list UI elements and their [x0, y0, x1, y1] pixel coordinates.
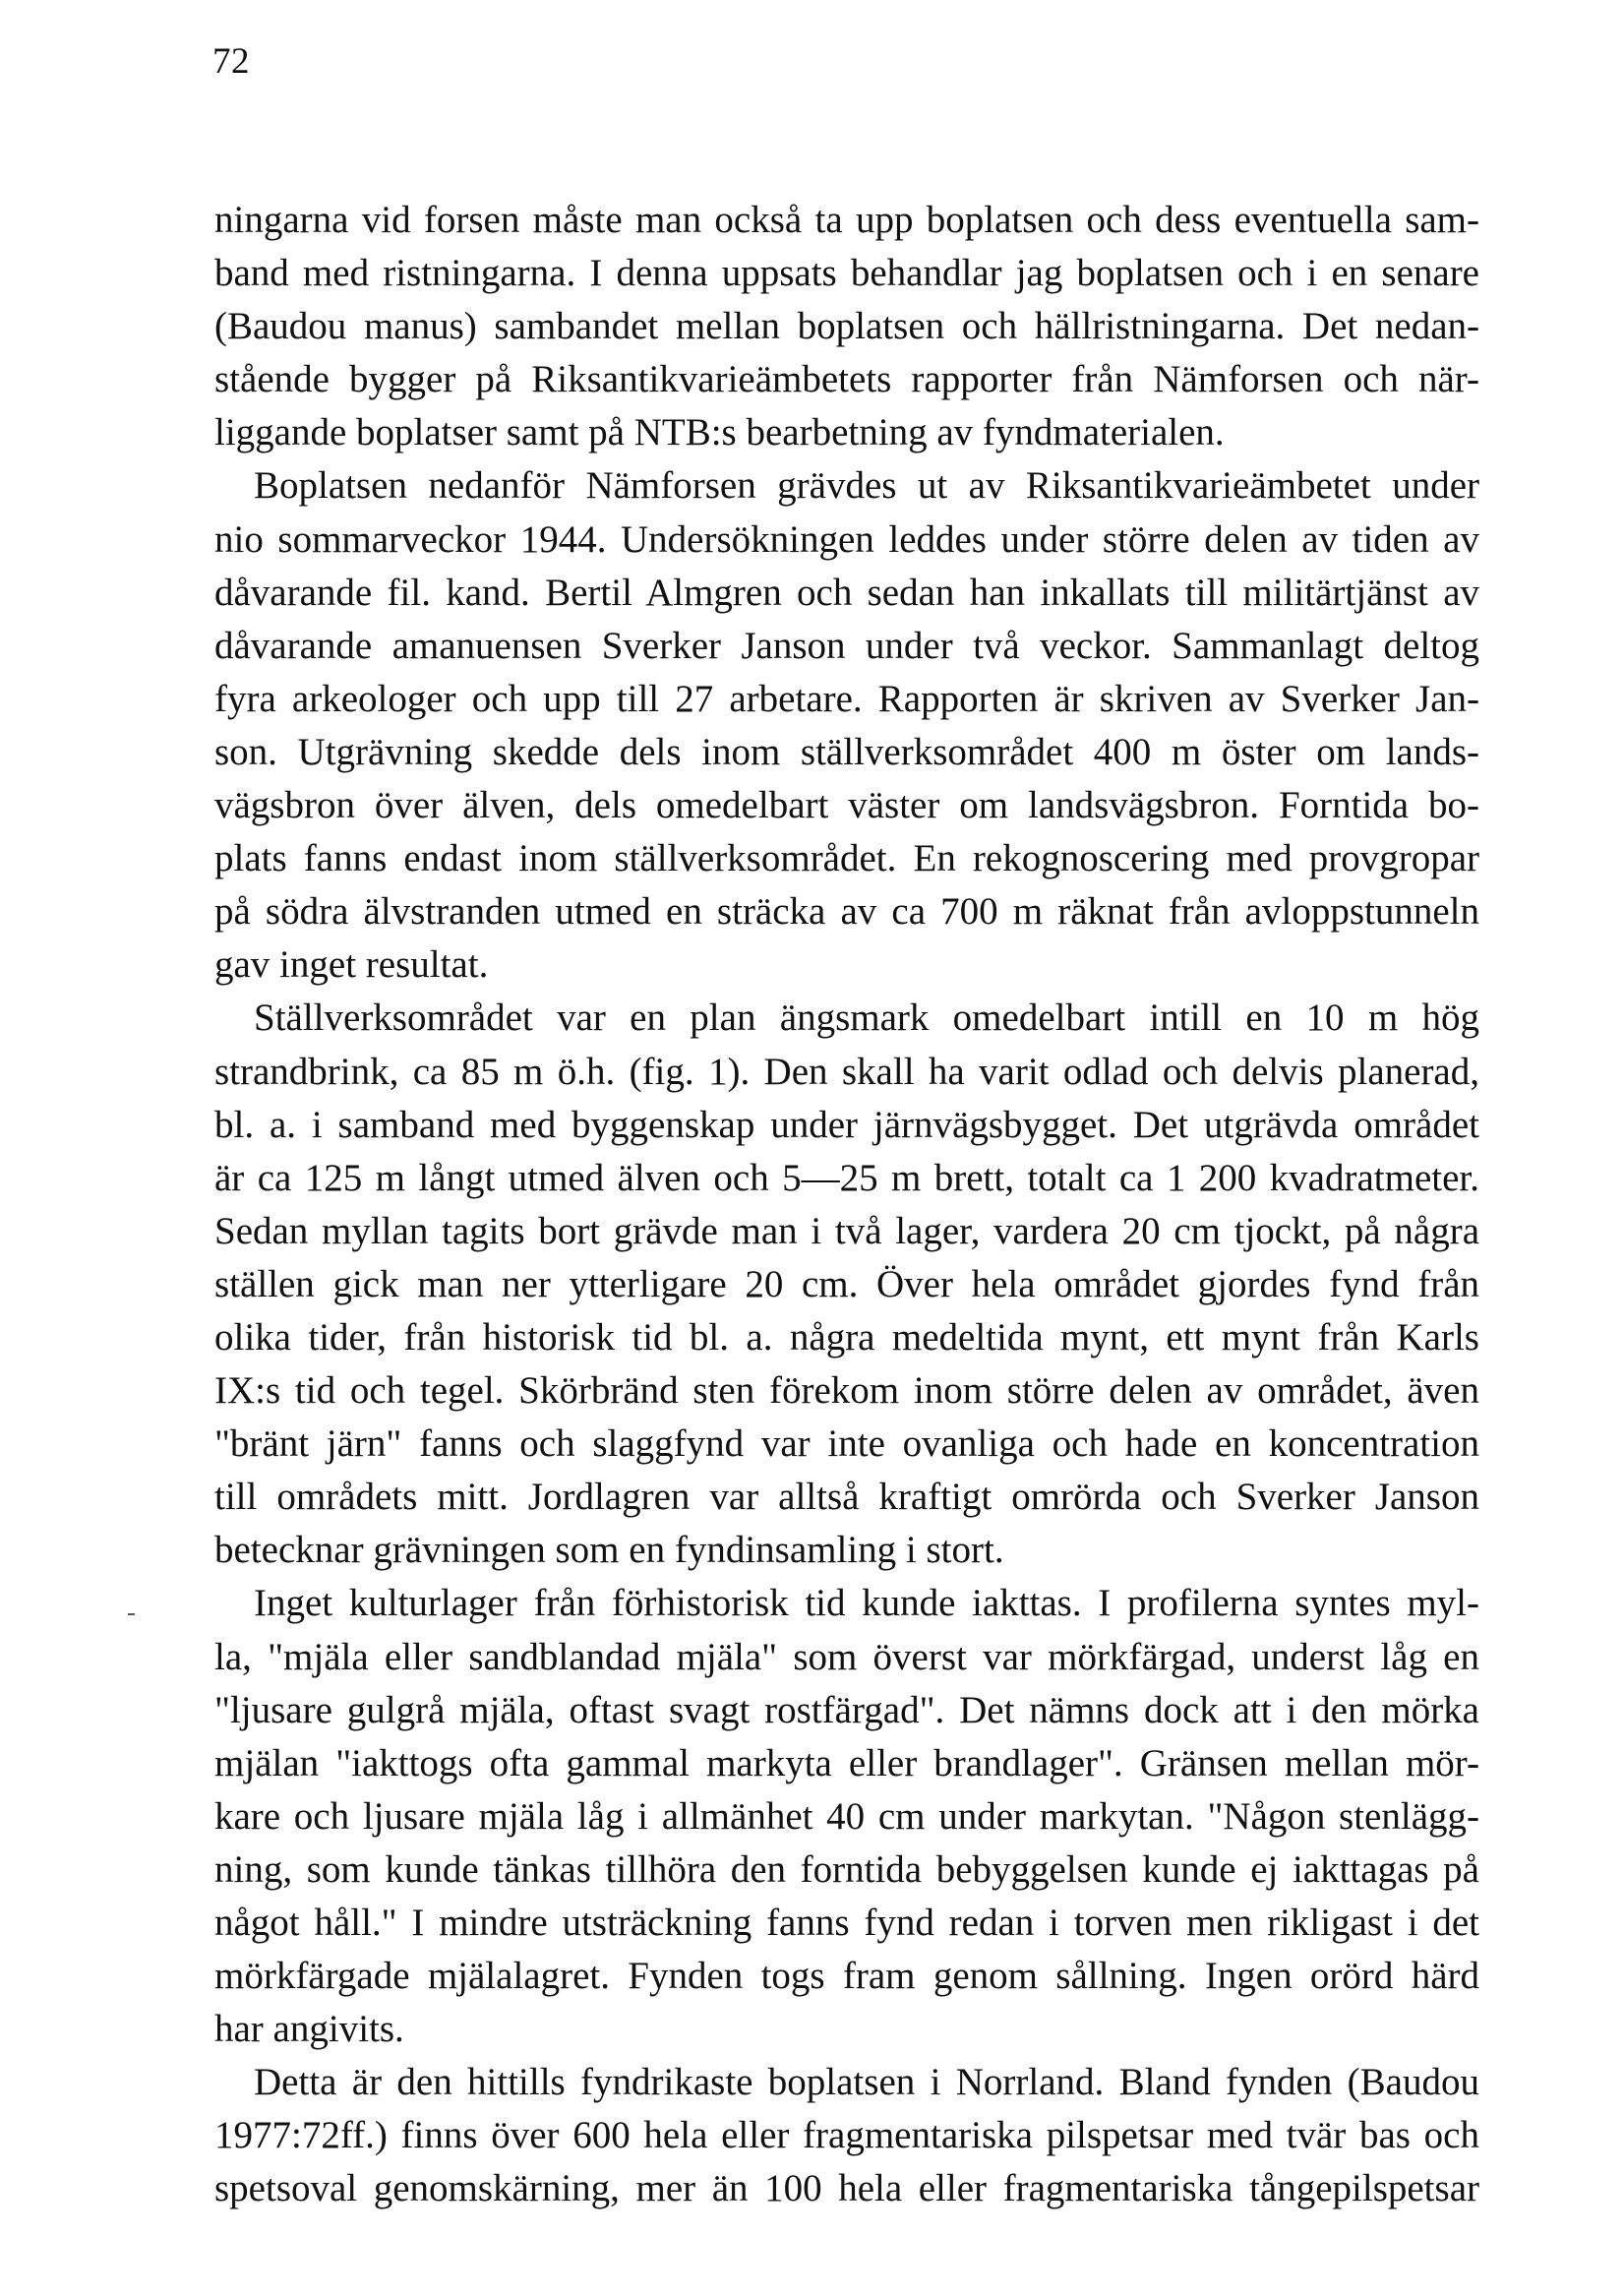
text-line: (Baudou manus) sambandet mellan boplatsen och hällristningarna. Det nedan- — [214, 305, 1479, 348]
text-line: spetsoval genomskärning, mer än 100 hela eller fragmentariska tångepilspetsar — [214, 2167, 1479, 2210]
text-line: 1977:72ff.) finns över 600 hela eller fragmentariska pilspetsar med tvär bas och — [214, 2114, 1479, 2157]
text-line: olika tider, från historisk tid bl. a. några medeltida mynt, ett mynt från Karls — [214, 1315, 1479, 1359]
text-line: Detta är den hittills fyndrikaste boplatsen i Norrland. Bland fynden (Baudou — [254, 2061, 1479, 2104]
text-line: plats fanns endast inom ställverksområdet. En rekognoscering med provgropar — [214, 837, 1479, 880]
text-line: son. Utgrävning skedde dels inom ställverksområdet 400 m öster om lands- — [214, 730, 1479, 773]
text-line: har angivits. — [214, 2008, 404, 2051]
text-line: nio sommarveckor 1944. Undersökningen leddes under större delen av tiden av — [214, 517, 1479, 561]
text-line: något håll." I mindre utsträckning fanns fynd redan i torven men rikligast i det — [214, 1902, 1479, 1944]
text-line: "ljusare gulgrå mjäla, oftast svagt rostfärgad". Det nämns dock att i den mörka — [214, 1688, 1479, 1731]
text-line: liggande boplatser samt på NTB:s bearbetning av fyndmaterialen. — [214, 411, 1225, 454]
text-line: Inget kulturlager från förhistorisk tid kunde iakttas. I profilerna syntes myl- — [254, 1582, 1479, 1625]
text-line: dåvarande amanuensen Sverker Janson under två veckor. Sammanlagt deltog — [214, 624, 1479, 667]
text-line: bl. a. i samband med byggenskap under järnvägsbygget. Det utgrävda området — [214, 1103, 1479, 1146]
text-line: gav inget resultat. — [214, 943, 489, 987]
text-line: Ställverksområdet var en plan ängsmark omedelbart intill en 10 m hög — [254, 997, 1479, 1040]
text-line: band med ristningarna. I denna uppsats behandlar jag boplatsen och i en senare — [214, 252, 1479, 295]
text-line: till områdets mitt. Jordlagren var alltså kraftigt omrörda och Sverker Janson — [214, 1476, 1479, 1519]
text-line: på södra älvstranden utmed en sträcka av ca 700 m räknat från avloppstunneln — [214, 890, 1479, 934]
text-line: mjälan "iakttogs ofta gammal markyta eller brandlager". Gränsen mellan mör- — [214, 1741, 1479, 1784]
text-line: stående bygger på Riksantikvarieämbetets rapporter från Nämforsen och när- — [214, 358, 1479, 401]
text-line: vägsbron över älven, dels omedelbart väster om landsvägsbron. Forntida bo- — [214, 784, 1479, 827]
text-line: "bränt järn" fanns och slaggfynd var inte ovanliga och hade en koncentration — [214, 1422, 1479, 1466]
text-line: Boplatsen nedanför Nämforsen grävdes ut av Riksantikvarieämbetet under — [254, 464, 1479, 508]
text-line: ning, som kunde tänkas tillhöra den forntida bebyggelsen kunde ej iakttagas på — [214, 1847, 1479, 1891]
text-line: dåvarande fil. kand. Bertil Almgren och sedan han inkallats till militärtjänst av — [214, 571, 1479, 614]
text-line: ställen gick man ner ytterligare 20 cm. Över hela området gjordes fynd från — [214, 1262, 1479, 1305]
text-line: IX:s tid och tegel. Skörbränd sten förekom inom större delen av området, även — [214, 1369, 1479, 1413]
text-line: fyra arkeologer och upp till 27 arbetare. Rapporten är skriven av Sverker Jan- — [214, 677, 1479, 720]
text-line: ningarna vid forsen måste man också ta upp boplatsen och dess eventuella sam- — [214, 199, 1479, 241]
text-line: strandbrink, ca 85 m ö.h. (fig. 1). Den skall ha varit odlad och delvis planerad, — [214, 1050, 1479, 1093]
text-line: betecknar grävningen som en fyndinsamling i stort. — [214, 1529, 1004, 1572]
body-text — [214, 194, 1479, 2216]
text-line: mörkfärgade mjälalagret. Fynden togs fram genom sållning. Ingen orörd härd — [214, 1955, 1479, 1998]
text-line: kare och ljusare mjäla låg i allmänhet 40 cm under markytan. "Någon stenlägg- — [214, 1794, 1479, 1838]
page-number: 72 — [212, 41, 250, 82]
text-line: är ca 125 m långt utmed älven och 5—25 m brett, totalt ca 1 200 kvadratmeter. — [214, 1156, 1479, 1199]
margin-mark — [128, 1613, 135, 1615]
text-line: Sedan myllan tagits bort grävde man i två lager, vardera 20 cm tjockt, på några — [214, 1209, 1479, 1252]
text-line: la, "mjäla eller sandblandad mjäla" som överst var mörkfärgad, underst låg en — [214, 1635, 1479, 1678]
